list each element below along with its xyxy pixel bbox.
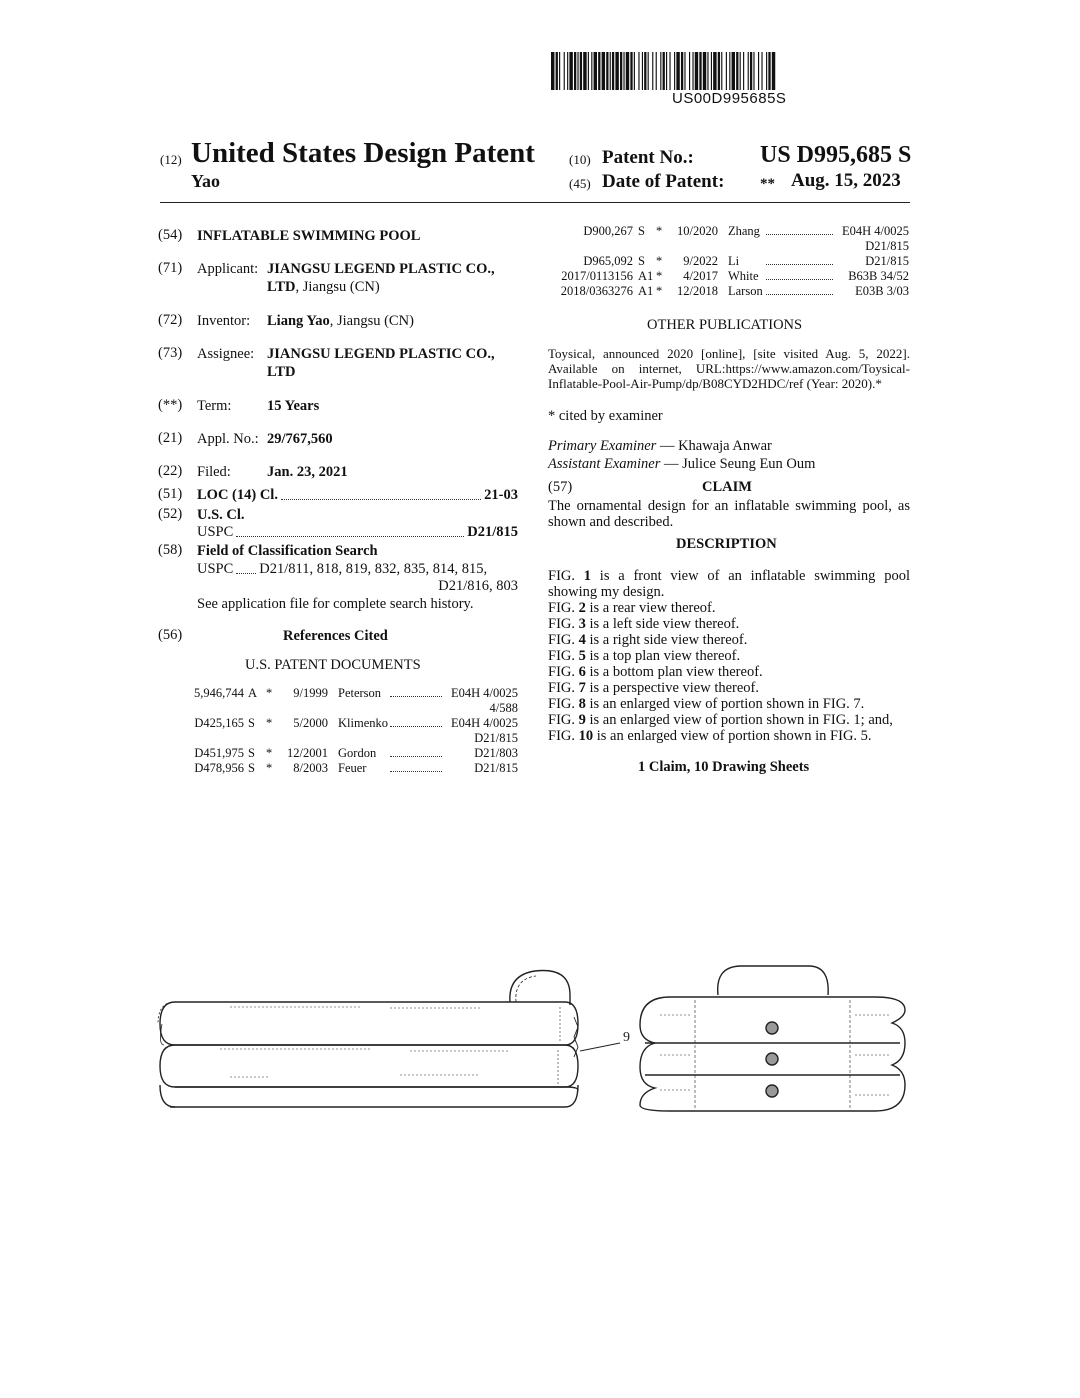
barcode-number: US00D995685S [672, 90, 787, 107]
barcode-bar [598, 52, 600, 90]
pool-drawings [150, 955, 920, 1125]
fig-number: 1 [583, 568, 592, 584]
barcode-bar [726, 52, 727, 90]
primary-examiner-line [548, 437, 772, 455]
fig-prefix: FIG. [548, 568, 584, 584]
title-of-design: INFLATABLE SWIMMING POOL [197, 228, 421, 244]
ref-star: * [656, 254, 663, 268]
term-value: 15 Years [267, 398, 320, 414]
ref-number: D451,975 [194, 746, 244, 760]
barcode-bar [684, 52, 685, 90]
applicant-line2 [267, 278, 380, 296]
code-52: (52) [158, 506, 183, 522]
applicant-label: Applicant: [197, 261, 259, 277]
figure-description-line [548, 632, 747, 648]
barcode-bar [556, 52, 558, 90]
filed-label: Filed: [197, 464, 231, 480]
loc-label: LOC (14) Cl. [197, 487, 278, 503]
ref-date: 12/2018 [677, 284, 718, 298]
reference-row [556, 224, 909, 238]
barcode-bar [674, 52, 675, 90]
ref-name: Zhang [728, 224, 760, 238]
inventor-location: , Jiangsu (CN) [329, 313, 414, 329]
fig-prefix: FIG. [548, 648, 579, 664]
patent-no-label: Patent No.: [602, 147, 694, 168]
front-view-drawing [158, 971, 620, 1108]
fig-number: 9 [578, 712, 586, 728]
fig-text: is a perspective view thereof. [585, 680, 759, 696]
barcode-bar [602, 52, 605, 90]
figure-description-line [548, 648, 740, 664]
barcode-bar [703, 52, 706, 90]
code-58: (58) [158, 542, 183, 558]
ref-kind: S [248, 716, 255, 730]
ref-leader-dots [766, 234, 833, 235]
applicant-name: JIANGSU LEGEND PLASTIC CO., [267, 261, 495, 277]
ref-kind: A1 [638, 269, 654, 283]
ref-date: 4/2017 [683, 269, 718, 283]
date-mark: ** [760, 176, 775, 192]
fig-text: is a left side view thereof. [585, 616, 740, 632]
fig-prefix: FIG. [548, 696, 579, 712]
ref-number: D425,165 [194, 716, 244, 730]
barcode-bar [630, 52, 632, 90]
claim-line-1: The ornamental design for an inflatable swimming pool, as [548, 498, 910, 514]
barcode-bar [669, 52, 670, 90]
barcode-bar [551, 52, 554, 90]
field-search-label: Field of Classification Search [197, 543, 378, 559]
barcode-bar [707, 52, 708, 90]
code-54: (54) [158, 227, 183, 243]
fig-text: is a bottom plan view thereof. [585, 664, 763, 680]
fig-prefix: FIG. [548, 728, 579, 744]
barcode-bar [567, 52, 568, 90]
claims-and-sheets: 1 Claim, 10 Drawing Sheets [638, 759, 810, 775]
inventor-short: Yao [191, 171, 221, 191]
field-search-line1: D21/811, 818, 819, 832, 835, 814, 815, [259, 561, 488, 577]
barcode-bar [591, 52, 592, 90]
barcode-bar [699, 52, 701, 90]
figure-description-line [548, 664, 763, 680]
ref-class: E04H 4/0025 [450, 716, 518, 730]
field-search-line2: D21/816, 803 [438, 578, 518, 594]
barcode [551, 52, 911, 90]
ref-class-secondary: D21/815 [474, 731, 518, 745]
reference-row [188, 746, 518, 760]
barcode-bar [743, 52, 744, 90]
ref-star: * [266, 761, 273, 775]
barcode-bar [718, 52, 720, 90]
other-pub-line-1: Toysical, announced 2020 [online], [site visited Aug. 5, 2022]. [548, 346, 910, 361]
barcode-bar [732, 52, 735, 90]
ref-date: 8/2003 [293, 761, 328, 775]
barcode-bar [577, 52, 578, 90]
barcode-bar [663, 52, 665, 90]
ref-kind: S [248, 761, 255, 775]
us-patent-docs-title: U.S. PATENT DOCUMENTS [245, 657, 421, 673]
ref-number: D478,956 [194, 761, 244, 775]
ref-kind: S [638, 224, 645, 238]
barcode-bar [642, 52, 643, 90]
code-22: (22) [158, 463, 183, 479]
fig-text: showing my design. [548, 584, 665, 600]
assistant-examiner-label: Assistant Examiner [548, 456, 661, 472]
barcode-bar [695, 52, 698, 90]
description-title: DESCRIPTION [676, 536, 777, 552]
fig-prefix: FIG. [548, 680, 579, 696]
barcode-bar [648, 52, 649, 90]
other-pub-line-2: Available on internet, URL:https://www.amazon.com/Toysical- [548, 361, 910, 376]
fig-number: 8 [578, 696, 586, 712]
figure-description-line [548, 696, 864, 712]
ref-number: 2018/0363276 [560, 284, 633, 298]
ref-class: D21/815 [865, 254, 909, 268]
ref-class: E04H 4/0025 [841, 224, 909, 238]
reference-row-continued [188, 701, 518, 715]
applicant-ltd: LTD [267, 279, 296, 295]
code-45: (45) [569, 176, 591, 191]
barcode-bar [689, 52, 690, 90]
assignee-line2: LTD [267, 364, 296, 380]
loc-class-row [197, 486, 518, 504]
ref-leader-dots [766, 294, 833, 295]
ref-date: 10/2020 [677, 224, 718, 238]
reference-row [188, 761, 518, 775]
fig-number: 5 [578, 648, 586, 664]
us-cl-row [197, 523, 518, 541]
us-cl-label: U.S. Cl. [197, 507, 245, 523]
barcode-bar [559, 52, 560, 90]
barcode-bar [758, 52, 759, 90]
barcode-bar [681, 52, 683, 90]
inventor-line [267, 312, 414, 330]
ref-star: * [266, 716, 273, 730]
fig-prefix: FIG. [548, 632, 579, 648]
fig-text: is an enlarged view of portion shown in FIG. 5. [593, 728, 872, 744]
code-term: (**) [158, 397, 183, 413]
ref-class-secondary: D21/815 [865, 239, 909, 253]
applicant-location: , Jiangsu (CN) [295, 279, 380, 295]
assignee-label: Assignee: [197, 346, 255, 362]
barcode-bar [638, 52, 639, 90]
ref-leader-dots [390, 696, 442, 697]
barcode-bar [620, 52, 622, 90]
barcode-bar [588, 52, 589, 90]
callout-label: 9 [623, 1030, 630, 1045]
fig-text: is a top plan view thereof. [585, 648, 741, 664]
fig-prefix: FIG. [548, 712, 579, 728]
barcode-bar [583, 52, 586, 90]
ref-date: 9/2022 [683, 254, 718, 268]
references-cited-title: References Cited [283, 628, 388, 644]
barcode-bar [594, 52, 597, 90]
figure-description-line [548, 584, 664, 600]
primary-examiner-name: — Khawaja Anwar [659, 438, 772, 454]
barcode-bar [713, 52, 716, 90]
figure-description-line [548, 680, 759, 696]
ref-star: * [656, 284, 663, 298]
ref-class: E03B 3/03 [855, 284, 909, 298]
barcode-bar [626, 52, 629, 90]
code-71: (71) [158, 260, 183, 276]
ref-class-secondary: 4/588 [489, 701, 518, 715]
fig-text: is an enlarged view of portion shown in FIG. 1; and, [585, 712, 893, 728]
appl-no-label: Appl. No.: [197, 431, 259, 447]
barcode-bar [692, 52, 693, 90]
field-search-row [197, 560, 518, 578]
figure-description-line [548, 616, 739, 632]
ref-class: E04H 4/0025 [450, 686, 518, 700]
field-search-uspc: USPC [197, 561, 234, 577]
reference-row-continued [188, 731, 518, 745]
barcode-bar [753, 52, 754, 90]
barcode-bar [580, 52, 582, 90]
fig-number: 10 [578, 728, 594, 744]
barcode-bar [766, 52, 767, 90]
ref-star: * [266, 746, 273, 760]
barcode-bar [768, 52, 770, 90]
code-10: (10) [569, 152, 591, 167]
term-label: Term: [197, 398, 232, 414]
document-title: United States Design Patent [191, 137, 535, 169]
primary-examiner-label: Primary Examiner [548, 438, 657, 454]
date-label: Date of Patent: [602, 171, 725, 192]
ref-date: 9/1999 [293, 686, 328, 700]
figure-description-line [548, 712, 893, 728]
other-pub-line-3: Inflatable-Pool-Air-Pump/dp/B08CYD2HDC/ref (Year: 2020).* [548, 376, 882, 391]
fig-number: 2 [578, 600, 586, 616]
ref-kind: S [638, 254, 645, 268]
barcode-bar [736, 52, 738, 90]
ref-name: Peterson [338, 686, 382, 700]
ref-leader-dots [766, 279, 833, 280]
ref-kind: A [248, 686, 258, 700]
code-51: (51) [158, 486, 183, 502]
inventor-name: Liang Yao [267, 313, 330, 329]
fig-number: 6 [578, 664, 586, 680]
code-56: (56) [158, 627, 183, 643]
code-72: (72) [158, 312, 183, 328]
barcode-bar [652, 52, 653, 90]
us-cl-value: D21/815 [467, 524, 518, 540]
barcode-bar [721, 52, 722, 90]
code-12: (12) [160, 152, 182, 167]
figure-description-line [548, 600, 716, 616]
code-57: (57) [548, 479, 573, 495]
reference-row [556, 284, 909, 298]
ref-name: Klimenko [338, 716, 388, 730]
ref-leader-dots [390, 726, 442, 727]
ref-number: 5,946,744 [194, 686, 244, 700]
ref-kind: A1 [638, 284, 654, 298]
barcode-bar [606, 52, 608, 90]
figure-description-line [548, 568, 910, 584]
ref-leader-dots [390, 771, 442, 772]
ref-name: Larson [728, 284, 763, 298]
fig-prefix: FIG. [548, 600, 579, 616]
fig-prefix: FIG. [548, 616, 579, 632]
ref-leader-dots [390, 756, 442, 757]
ref-date: 5/2000 [293, 716, 328, 730]
ref-number: D900,267 [583, 224, 633, 238]
uspc-label: USPC [197, 524, 234, 540]
inventor-label: Inventor: [197, 313, 251, 329]
ref-name: Li [728, 254, 740, 268]
other-publications-title: OTHER PUBLICATIONS [647, 317, 803, 333]
barcode-bar [750, 52, 752, 90]
fig-text: is a front view of an inflatable swimming pool [591, 568, 910, 584]
barcode-bar [656, 52, 657, 90]
filed-value: Jan. 23, 2021 [267, 464, 348, 480]
fig-text: is a right side view thereof. [585, 632, 748, 648]
claim-line-2: shown and described. [548, 514, 674, 530]
ref-star: * [656, 269, 663, 283]
barcode-bar [623, 52, 624, 90]
ref-leader-dots [766, 264, 833, 265]
fig-number: 4 [578, 632, 586, 648]
barcode-bar [564, 52, 565, 90]
barcode-bar [748, 52, 749, 90]
barcode-bar [612, 52, 614, 90]
fig-number: 3 [578, 616, 586, 632]
ref-star: * [266, 686, 273, 700]
barcode-bar [574, 52, 576, 90]
reference-row [188, 686, 518, 700]
fig-text: is a rear view thereof. [585, 600, 716, 616]
ref-number: D965,092 [583, 254, 633, 268]
cited-by-examiner: * cited by examiner [548, 408, 663, 424]
ref-kind: S [248, 746, 255, 760]
code-73: (73) [158, 345, 183, 361]
fig-number: 7 [578, 680, 586, 696]
appl-no-value: 29/767,560 [267, 431, 333, 447]
ref-number: 2017/0113156 [561, 269, 633, 283]
reference-row [188, 716, 518, 730]
date-of-patent: Aug. 15, 2023 [791, 170, 901, 191]
fig-prefix: FIG. [548, 664, 579, 680]
barcode-bar [761, 52, 762, 90]
header-rule [160, 202, 910, 203]
barcode-bar [644, 52, 646, 90]
ref-name: Gordon [338, 746, 377, 760]
ref-date: 12/2001 [287, 746, 328, 760]
reference-row [556, 254, 909, 268]
reference-row-continued [556, 239, 909, 253]
patent-number: US D995,685 S [760, 142, 912, 168]
ref-name: Feuer [338, 761, 367, 775]
assistant-examiner-line [548, 455, 815, 473]
claim-title: CLAIM [702, 479, 752, 495]
ref-class: D21/803 [474, 746, 518, 760]
barcode-bar [610, 52, 611, 90]
search-history-note: See application file for complete search history. [197, 596, 474, 612]
reference-row [556, 269, 909, 283]
barcode-bar [740, 52, 741, 90]
barcode-bar [729, 52, 730, 90]
fig-text: is an enlarged view of portion shown in FIG. 7. [585, 696, 865, 712]
barcode-bar [676, 52, 679, 90]
loc-value: 21-03 [484, 487, 518, 503]
ref-star: * [656, 224, 663, 238]
barcode-bar [711, 52, 712, 90]
assignee-name: JIANGSU LEGEND PLASTIC CO., [267, 346, 495, 362]
barcode-bar [634, 52, 635, 90]
side-view-drawing [640, 966, 905, 1111]
ref-class: D21/815 [474, 761, 518, 775]
ref-class: B63B 34/52 [848, 269, 909, 283]
barcode-bar [615, 52, 618, 90]
barcode-bar [660, 52, 661, 90]
ref-name: White [728, 269, 759, 283]
assistant-examiner-name: — Julice Seung Eun Oum [664, 456, 816, 472]
figure-description-line [548, 728, 872, 744]
barcode-bar [569, 52, 572, 90]
code-21: (21) [158, 430, 183, 446]
barcode-bar [666, 52, 667, 90]
barcode-bar [772, 52, 775, 90]
